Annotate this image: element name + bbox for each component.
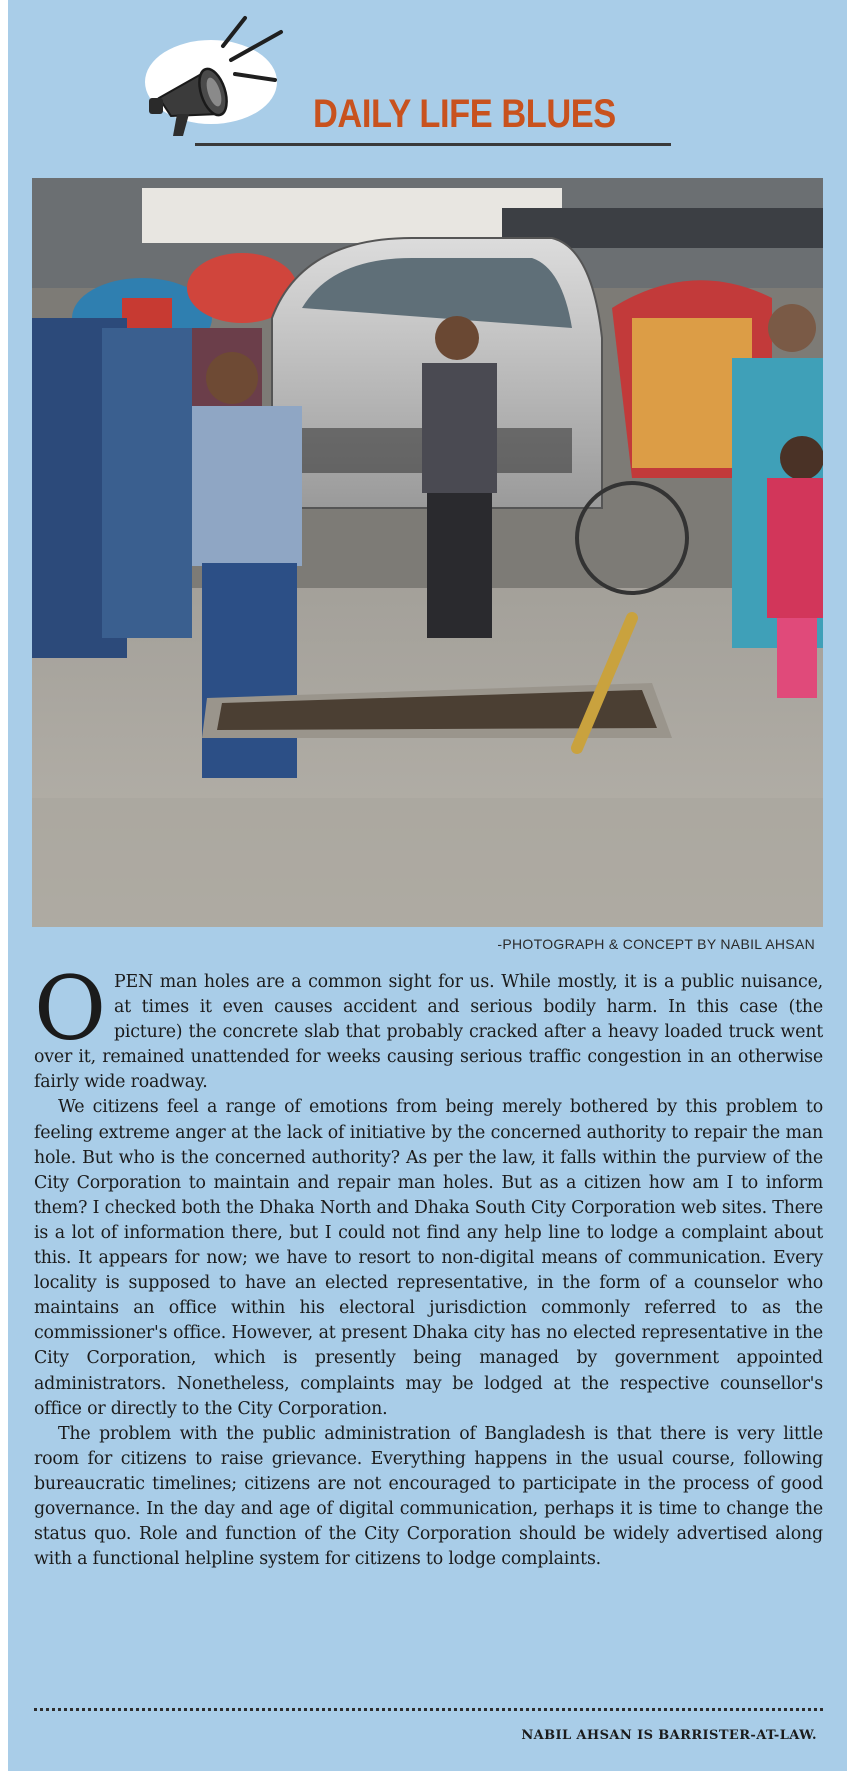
article-panel [8, 0, 847, 1771]
article-body [34, 957, 823, 1572]
author-byline: NABIL AHSAN IS BARRISTER-AT-LAW. [521, 1728, 817, 1743]
title-underline [195, 143, 671, 146]
photo-credit: -PHOTOGRAPH & CONCEPT BY NABIL AHSAN [497, 936, 815, 952]
drop-cap: O [34, 957, 106, 1060]
article-paragraph: We citizens feel a range of emotions from being merely bothered by this problem to feeling extreme anger at the lack of initiative by the concerned authority to repair the man hole. But who is the concerned authority? As per the law, it falls within the purview of the City Corporation to maintain and repair man holes. But as a citizen how am I to inform them? I checked both the Dhaka North and Dhaka South City Corporation web sites. There is a lot of information there, but I could not find any help line to lodge a complaint about this. It appears for now; we have to resort to non-digital means of communication. Every locality is supposed to have an elected representative, in the form of a counselor who maintains an office within his electoral jurisdiction commonly referred to as the commissioner's office. However, at present Dhaka city has no elected representative in the City Corporation, which is presently being managed by government appointed administrators. Nonetheless, complaints may be lodged at the respective counsellor's office or directly to the City Corporation. [34, 1097, 823, 1419]
dotted-divider [34, 1708, 823, 1711]
article-paragraph [34, 957, 823, 1095]
column-title: DAILY LIFE BLUES [313, 92, 616, 136]
article-paragraph: The problem with the public administration of Bangladesh is that there is very little room for citizens to raise grievance. Everything happens in the usual course, following bureaucratic timelines; citizens are not encouraged to participate in the process of good governance. In the day and age of digital communication, perhaps it is time to change the status quo. Role and function of the City Corporation should be widely advertised along with a functional helpline system for citizens to lodge complaints. [34, 1423, 823, 1570]
column-banner [143, 14, 683, 144]
street-photo [32, 178, 823, 927]
paragraph-text: PEN man holes are a common sight for us. While mostly, it is a public nuisance, at times it even causes accident and serious bodily harm. In this case (the picture) the concrete slab that probably cracked after a heavy loaded truck went over it, remained unattended for weeks causing serious traffic congestion in an otherwise fairly wide roadway. [34, 972, 823, 1093]
